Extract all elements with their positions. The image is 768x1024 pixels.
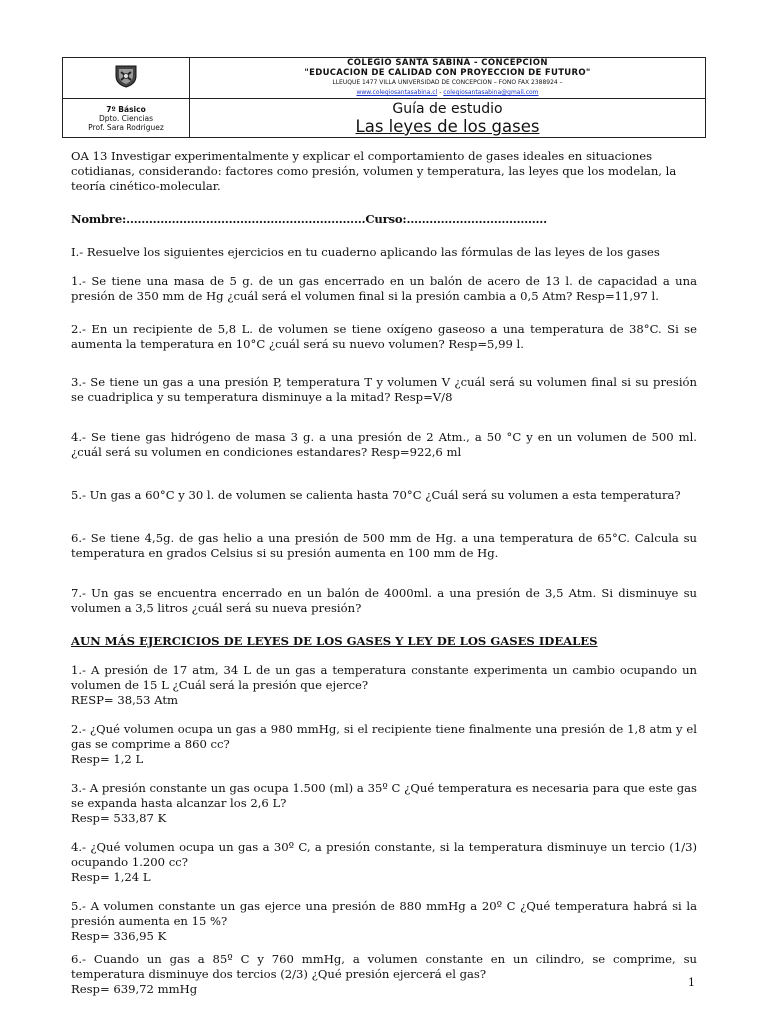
exercise-question: 1.- A presión de 17 atm, 34 L de un gas a temperatura constante experimenta un cambio ocupando un volumen de 15 L ¿Cuál será la presión que ejerce? (71, 663, 697, 692)
exercise-answer: Resp= 1,2 L (71, 752, 144, 766)
exercise-2: 2.- En un recipiente de 5,8 L. de volumen se tiene oxígeno gaseoso a una temperatura de 38°C. Si se aumenta la temperatura en 10°C ¿cuál será su nuevo volumen? Resp=5,99 l. (71, 322, 697, 351)
exercise-answer: Resp= 336,95 K (71, 929, 167, 943)
school-crest-logo (113, 63, 139, 89)
logo-cell (63, 58, 190, 99)
email-link[interactable]: colegiosantasabina@gmail.com (443, 89, 539, 96)
exercise-question: 4.- ¿Qué volumen ocupa un gas a 30º C, a presión constante, si la temperatura disminuye un tercio (1/3) ocupando 1.200 cc? (71, 840, 697, 869)
school-motto: "EDUCACION DE CALIDAD CON PROYECCION DE FUTURO" (304, 68, 591, 78)
page-number: 1 (688, 976, 695, 989)
exercise-2-4 (71, 840, 697, 885)
title-cell (190, 99, 706, 138)
exercise-answer: Resp= 533,87 K (71, 811, 167, 825)
document-body (71, 149, 697, 997)
contact-separator: - (437, 89, 444, 96)
exercise-2-3 (71, 781, 697, 826)
school-contacts (190, 88, 705, 98)
exercise-question: 5.- A volumen constante un gas ejerce una presión de 880 mmHg a 20º C ¿Qué temperatura habrá si la presión aumenta en 15 %? (71, 899, 697, 928)
learning-objective: OA 13 Investigar experimentalmente y explicar el comportamiento de gases ideales en situaciones cotidianas, considerando: factores como presión, volumen y temperatura, las leyes que los modelan, la teoría cinético-molecular. (71, 149, 677, 193)
guide-label: Guía de estudio (392, 101, 503, 117)
exercise-6: 6.- Se tiene 4,5g. de gas helio a una presión de 500 mm de Hg. a una temperatura de 65°C. Calcula su temperatura en grados Celsius si su presión aumenta en 100 mm de Hg. (71, 531, 697, 560)
exercise-5: 5.- Un gas a 60°C y 30 l. de volumen se calienta hasta 70°C ¿Cuál será su volumen a esta temperatura? (71, 488, 681, 502)
exercise-answer: RESP= 38,53 Atm (71, 693, 179, 707)
page-title: Las leyes de los gases (355, 117, 540, 136)
exercise-2-5 (71, 899, 697, 944)
department-label: Dpto. Ciencias (98, 113, 154, 123)
website-link[interactable]: www.colegiosantasabina.cl (356, 89, 438, 96)
header-table (62, 57, 706, 138)
teacher-label: Prof. Sara Rodriguez (88, 122, 164, 132)
school-address: LLEUQUE 1477 VILLA UNIVERSIDAD DE CONCEPCION – FONO FAX 2388924 – (332, 79, 563, 86)
exercise-question: 2.- ¿Qué volumen ocupa un gas a 980 mmHg, si el recipiente tiene finalmente una presión de 1,8 atm y el gas se comprime a 860 cc? (71, 722, 697, 751)
exercise-answer: Resp= 1,24 L (71, 870, 151, 884)
exercise-4: 4.- Se tiene gas hidrógeno de masa 3 g. a una presión de 2 Atm., a 50 °C y en un volumen de 500 ml. ¿cuál será su volumen en condiciones estandares? Resp=922,6 ml (71, 430, 697, 459)
exercise-2-6 (71, 952, 697, 997)
school-name: COLEGIO SANTA SABINA - CONCEPCION (347, 58, 548, 68)
instruction: I.- Resuelve los siguientes ejercicios en tu cuaderno aplicando las fórmulas de las leyes de los gases (71, 245, 660, 259)
exercise-question: 6.- Cuando un gas a 85º C y 760 mmHg, a volumen constante en un cilindro, se comprime, su temperatura disminuye dos tercios (2/3) ¿Qué presión ejercerá el gas? (71, 952, 697, 981)
course-info-cell (63, 99, 190, 138)
section-2-title: AUN MÁS EJERCICIOS DE LEYES DE LOS GASES Y LEY DE LOS GASES IDEALES (71, 634, 598, 648)
grade-label: 7º Básico (106, 104, 146, 114)
exercise-2-1 (71, 663, 697, 708)
exercise-7: 7.- Un gas se encuentra encerrado en un balón de 4000ml. a una presión de 3,5 Atm. Si disminuye su volumen a 3,5 litros ¿cuál será su nueva presión? (71, 586, 697, 615)
school-info-cell (190, 58, 706, 99)
exercise-2-2 (71, 722, 697, 767)
exercise-1: 1.- Se tiene una masa de 5 g. de un gas encerrado en un balón de acero de 13 l. de capacidad a una presión de 350 mm de Hg ¿cuál será el volumen final si la presión cambia a 0,5 Atm? Resp=11,97 l. (71, 274, 697, 303)
exercise-3: 3.- Se tiene un gas a una presión P, temperatura T y volumen V ¿cuál será su volumen final si su presión se cuadriplica y su temperatura disminuye a la mitad? Resp=V/8 (71, 375, 697, 404)
exercise-question: 3.- A presión constante un gas ocupa 1.500 (ml) a 35º C ¿Qué temperatura es necesaria para que este gas se expanda hasta alcanzar los 2,6 L? (71, 781, 697, 810)
exercise-answer: Resp= 639,72 mmHg (71, 982, 198, 996)
name-course-line: Nombre:………………………………………………………Curso:………………………………. (71, 212, 548, 226)
